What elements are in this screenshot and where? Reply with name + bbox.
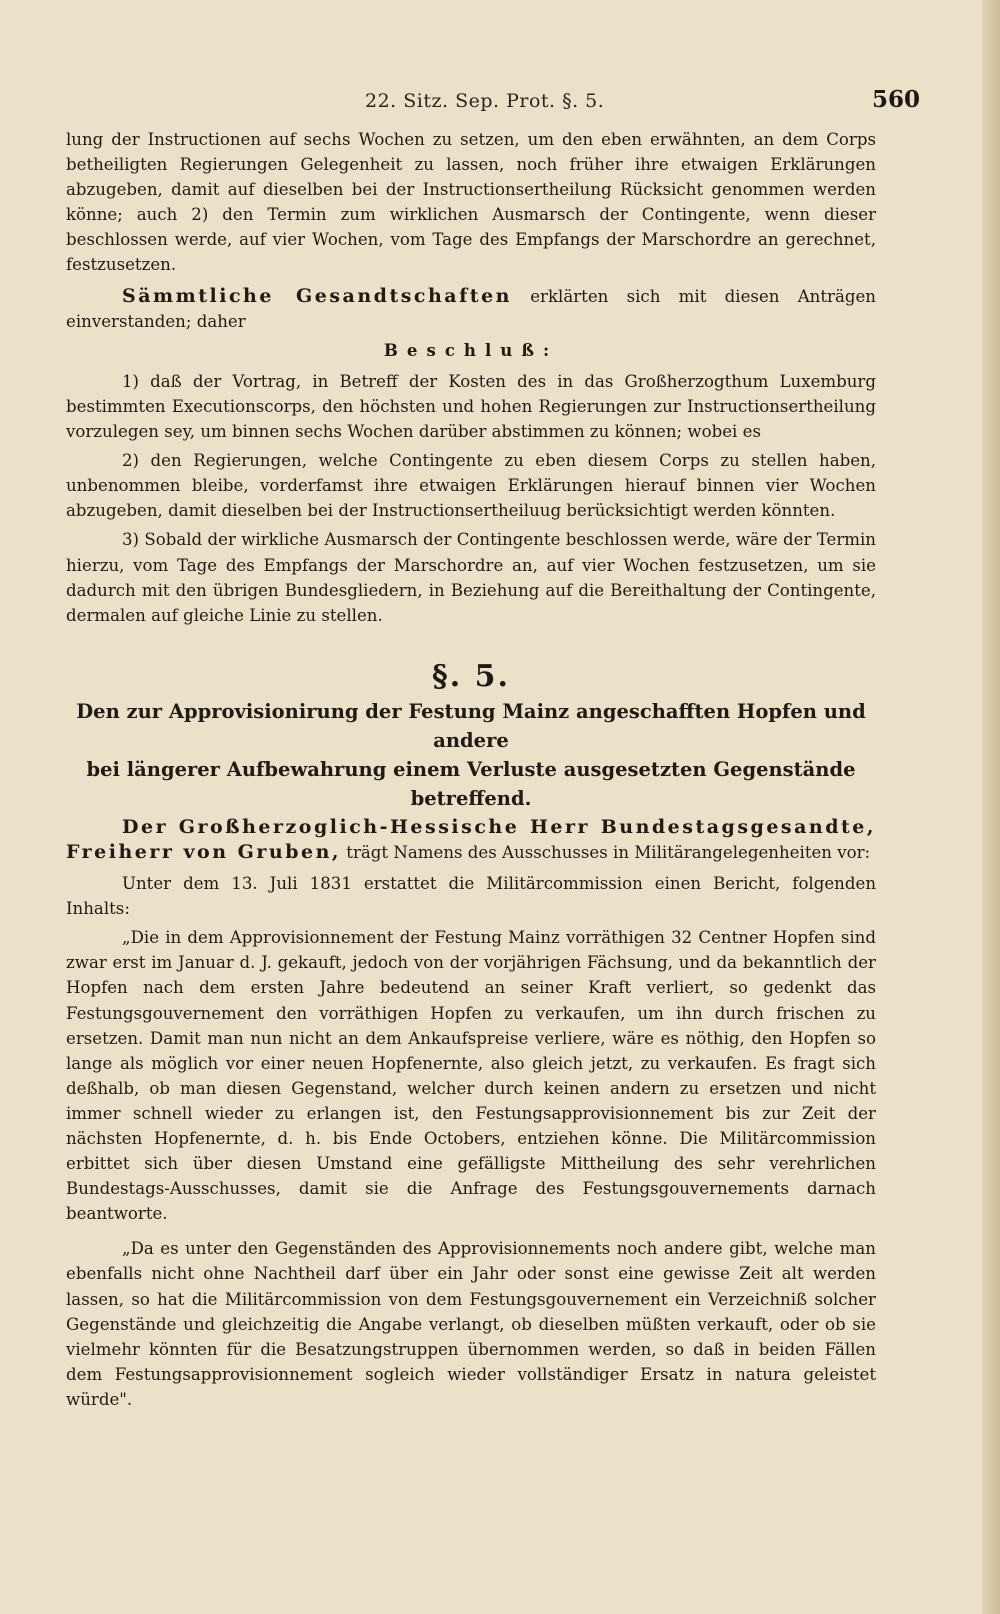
section-number: §. 5. <box>432 658 510 694</box>
page-number: 560 <box>871 86 920 113</box>
running-header <box>365 86 920 120</box>
opening-paragraph: lung der Instructionen auf sechs Wochen zu setzen, um den eben erwähnten, an dem Corps betheiligten Regierungen Gelegenheit zu lassen, noch früher ihre etwaigen Erklärungen abzugeben, damit auf dieselben bei der Instructionsertheilung Rücksicht genommen werden könne; auch 2) den Termin zum wirklichen Ausmarsch der Contingente, wenn dieser beschlossen werde, auf vier Wochen, vom Tage des Empfangs der Marschordre an gerechnet, festzusetzen. <box>66 130 876 275</box>
report-paragraph-1: „Die in dem Approvisionnement der Festung Mainz vorräthigen 32 Centner Hopfen sind zwar erst im Januar d. J. gekauft, jedoch von der vorjährigen Fächsung, und da bekanntlich der Hopfen nach dem ersten Jahre bedeutend an seiner Kraft verliert, so gedenkt das Festungsgouvernement den vorräthigen Hopfen zu verkaufen, um ihn durch frischen zu ersetzen. Damit man nun nicht an dem Ankaufspreise verliere, wäre es nöthig, den Hopfen so lange als möglich vor einer neuen Hopfenernte, also gleich jetzt, zu verkaufen. Es fragt sich deßhalb, ob man diesen Gegenstand, welcher durch keinen andern zu ersetzen und nicht immer schnell wieder zu erlangen ist, den Festungsapprovisionnement bis zur Zeit der nächsten Hopfenernte, d. h. bis Ende Octobers, entziehen könne. Die Militärcommission erbittet sich über diesen Umstand eine gefälligste Mittheilung des sehr verehrlichen Bundestags-Ausschusses, damit sie die Anfrage des Festungsgouvernements darnach beantworte. <box>66 928 876 1224</box>
resolution-item-2: 2) den Regierungen, welche Contingente zu eben diesem Corps zu stellen haben, unbenommen bleibe, vorderfamst ihre etwaigen Erklärungen hierauf binnen vier Wochen abzugeben, damit dieselben bei der Instructionsertheiluug berücksichtigt werden könnten. <box>66 451 876 521</box>
envoy-name: Der Großherzoglich-Hessische Herr Bundestagsgesandte, Freiherr von Gruben, <box>66 815 876 863</box>
legations-text: erklärten sich mit diesen Anträgen einverstanden; daher <box>66 286 876 331</box>
report-intro: Unter dem 13. Juli 1831 erstattet die Militärcommission einen Bericht, folgenden Inhalts: <box>66 874 876 919</box>
page-body <box>66 127 876 1412</box>
page-edge-shadow <box>982 0 1000 1614</box>
resolution-heading: Beschluß: <box>383 339 559 360</box>
resolution-item-1: 1) daß der Vortrag, in Betreff der Kosten des in das Großherzogthum Luxemburg bestimmten Executionscorps, den höchsten und hohen Regierungen zur Instructionsertheilung vorzulegen sey, um binnen sechs Wochen darüber abstimmen zu können; wobei es <box>66 371 876 442</box>
section-title-line-2: bei längerer Aufbewahrung einem Verluste ausgesetzten Gegenstände betreffend. <box>86 757 856 810</box>
envoy-text: trägt Namens des Ausschusses in Militärangelegenheiten vor: <box>346 842 871 862</box>
running-title: 22. Sitz. Sep. Prot. §. 5. <box>365 90 605 112</box>
legations-paragraph <box>66 284 876 334</box>
resolution-item-3: 3) Sobald der wirkliche Ausmarsch der Contingente beschlossen werde, wäre der Termin hierzu, vom Tage des Empfangs der Marschordre an, auf vier Wochen festzusetzen, um sie dadurch mit den übrigen Bundesgliedern, in Beziehung auf die Bereithaltung der Contingente, dermalen auf gleiche Linie zu stellen. <box>66 530 876 625</box>
legations-emphasis: Sämmtliche Gesandtschaften <box>122 284 512 307</box>
report-paragraph-2: „Da es unter den Gegenständen des Approvisionnements noch andere gibt, welche man ebenfalls nicht ohne Nachtheil darf über ein Jahr oder sonst eine gewisse Zeit alt werden lassen, so hat die Militärcommission von dem Festungsgouvernement ein Verzeichniß solcher Gegenstände und gleichzeitig die Angabe verlangt, ob dieselben müßten verkauft, oder ob sie vielmehr könnten für die Besatzungstruppen übernommen werden, so daß in beiden Fällen dem Festungsapprovisionnement sogleich wieder vollständiger Ersatz in natura geleistet würde". <box>66 1239 876 1409</box>
section-title-line-1: Den zur Approvisionirung der Festung Mainz angeschafften Hopfen und andere <box>76 699 866 752</box>
envoy-paragraph <box>66 815 876 865</box>
